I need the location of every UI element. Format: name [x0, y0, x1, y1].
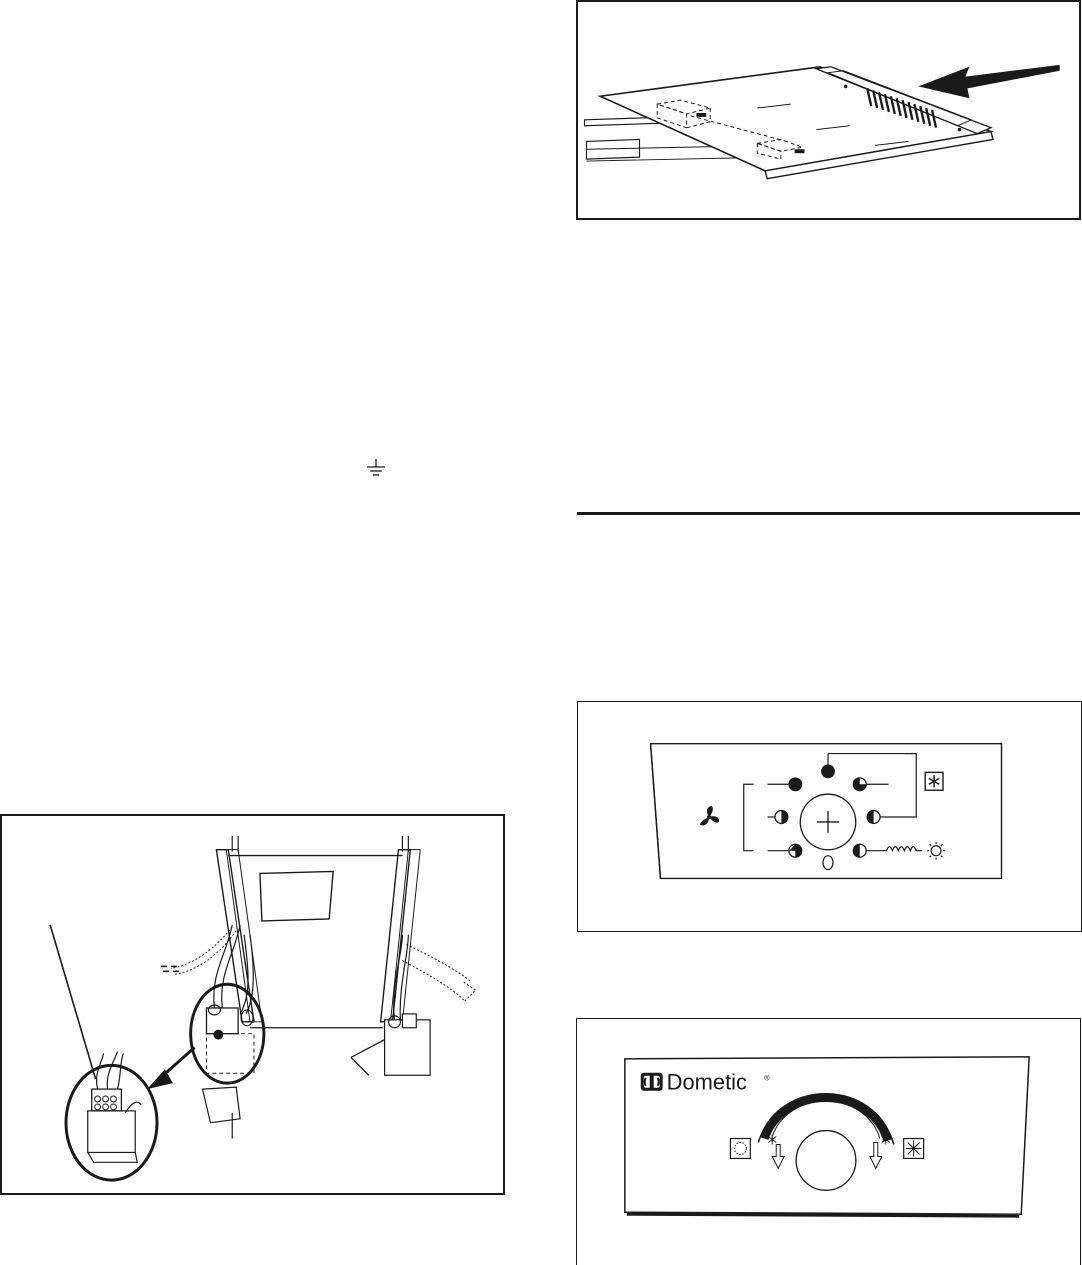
position-dot-lower-right	[853, 844, 866, 857]
position-dot-top	[821, 764, 835, 778]
figure-wiring-junction	[0, 814, 505, 1195]
registered-mark: ®	[764, 1075, 770, 1083]
snowflake-max-icon	[904, 1139, 924, 1159]
brand-name: Dometic	[666, 1069, 748, 1095]
thermostat-knob[interactable]	[796, 1131, 856, 1191]
position-dot-upper-right	[853, 778, 866, 791]
fan-only-icon	[730, 1139, 750, 1159]
figure-dometic-thermostat	[576, 1018, 1081, 1265]
position-dot-mid-left	[775, 811, 788, 824]
figure-ceiling-assembly	[576, 0, 1081, 220]
detail-arrow-icon	[147, 1048, 194, 1090]
dometic-logo-icon	[641, 1073, 663, 1091]
dometic-thermostat-drawing	[577, 1019, 1080, 1265]
snowflake-icon	[925, 772, 943, 790]
position-dot-mid-right	[867, 811, 880, 824]
ceiling-assembly-drawing	[578, 2, 1079, 218]
position-dot-lower-left	[789, 844, 802, 857]
figure-control-panel-selector	[577, 701, 1082, 932]
airflow-arrow-icon	[918, 65, 1059, 98]
position-dot-bottom-off	[823, 856, 833, 870]
position-dot-upper-left	[788, 777, 802, 791]
wiring-junction-drawing	[2, 816, 503, 1193]
control-panel-selector-drawing	[578, 702, 1081, 931]
ground-symbol-icon	[364, 459, 388, 479]
section-divider	[577, 512, 1080, 515]
